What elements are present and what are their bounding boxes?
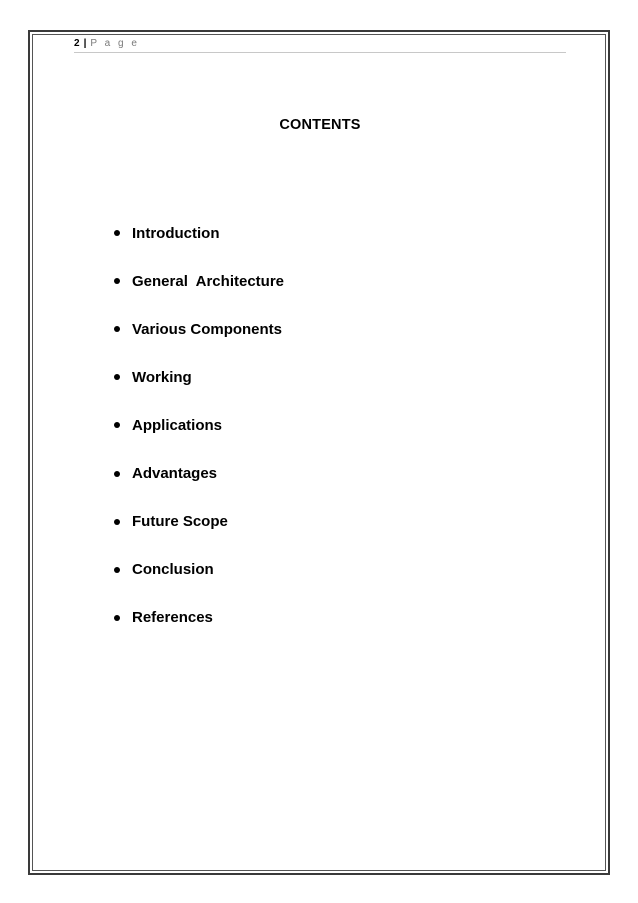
bullet-icon (114, 278, 120, 284)
toc-item (114, 318, 284, 366)
bullet-icon (114, 471, 120, 477)
bullet-icon (114, 615, 120, 621)
toc-item-label: References (132, 609, 213, 627)
bullet-icon (114, 422, 120, 428)
page-label: P a g e (90, 38, 140, 49)
bullet-icon (114, 374, 120, 380)
toc-item-label: Working (132, 368, 192, 386)
page-header (74, 38, 139, 49)
toc-item (114, 559, 284, 607)
header-separator: | (83, 38, 87, 49)
toc-item-label: Applications (132, 416, 223, 434)
toc-item (114, 414, 284, 462)
toc-item-label: Various Components (132, 320, 283, 338)
bullet-icon (114, 230, 120, 236)
document-title: CONTENTS (279, 117, 361, 133)
toc-item-label: Future Scope (132, 513, 228, 531)
document-title-wrap (0, 117, 638, 133)
table-of-contents (114, 222, 284, 655)
toc-item-label: Advantages (132, 465, 218, 483)
toc-item (114, 511, 284, 559)
bullet-icon (114, 567, 120, 573)
toc-item-label: Introduction (132, 224, 220, 242)
toc-item-label: General Architecture (132, 272, 284, 290)
toc-item-label: Conclusion (132, 561, 214, 579)
page-number: 2 (74, 38, 80, 49)
header-rule (74, 52, 566, 53)
toc-item (114, 366, 284, 414)
toc-item (114, 607, 284, 655)
bullet-icon (114, 519, 120, 525)
bullet-icon (114, 326, 120, 332)
toc-item (114, 222, 284, 270)
toc-item (114, 270, 284, 318)
toc-item (114, 462, 284, 510)
